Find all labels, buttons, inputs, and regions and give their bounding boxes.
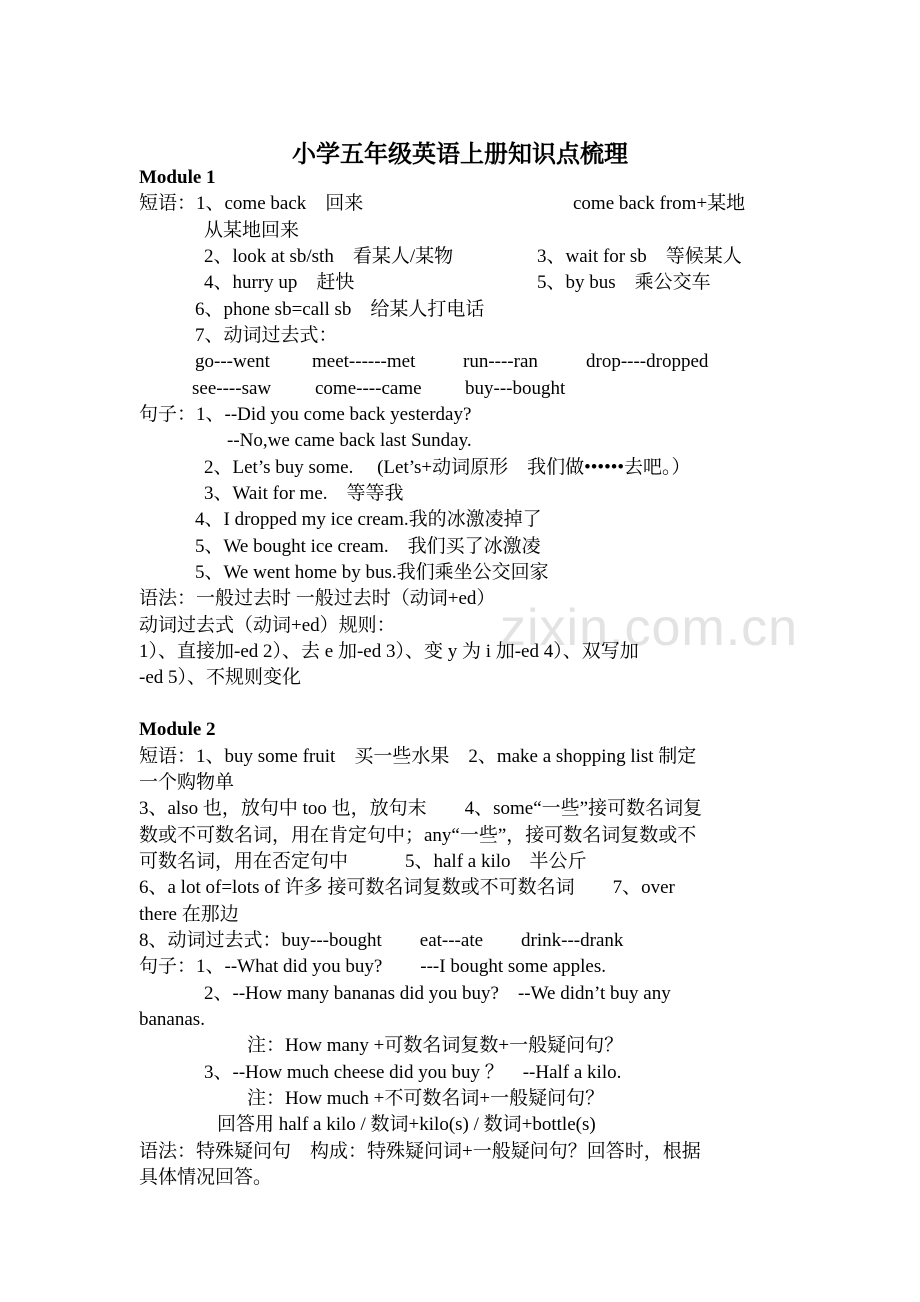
module1-sentence-4: 4、I dropped my ice cream.我的冰激凌掉了 <box>195 509 542 530</box>
verb-pair: meet------met <box>312 351 416 372</box>
verb-pair: come----came <box>315 378 422 399</box>
module1-phrase-6: 6、phone sb=call sb 给某人打电话 <box>195 299 485 320</box>
module1-phrase-3: 3、wait for sb 等候某人 <box>537 246 742 267</box>
module2-grammar-2: 具体情况回答。 <box>139 1167 273 1188</box>
module2-phrase-line: 一个购物单 <box>139 772 235 793</box>
module1-sentence-1-answer: --No,we came back last Sunday. <box>227 430 472 451</box>
module1-phrase-7: 7、动词过去式： <box>195 325 338 346</box>
verb-pair: go---went <box>195 351 270 372</box>
module2-note-1: 注：How many +可数名词复数+一般疑问句？ <box>247 1035 624 1056</box>
module2-sentence-1: 句子：1、--What did you buy? ---I bought some apples. <box>139 956 606 977</box>
module1-heading: Module 1 <box>139 167 216 188</box>
page-title: 小学五年级英语上册知识点梳理 <box>292 142 628 168</box>
module1-grammar-3: 1）、直接加-ed 2）、去 e 加-ed 3）、变 y 为 i 加-ed 4）、双写加 <box>139 641 639 662</box>
module2-sentence-3: 3、--How much cheese did you buy ？ --Half a kilo. <box>204 1062 622 1083</box>
module2-phrase-line: 6、a lot of=lots of 许多 接可数名词复数或不可数名词 7、over <box>139 877 675 898</box>
module2-sentence-2: 2、--How many bananas did you buy? --We didn’t buy any <box>204 983 671 1004</box>
module2-phrase-line: there 在那边 <box>139 904 239 925</box>
module2-heading: Module 2 <box>139 719 216 740</box>
module2-phrase-line: 数或不可数名词，用在肯定句中；any“一些”，接可数名词复数或不 <box>139 825 697 846</box>
module2-answer-note: 回答用 half a kilo / 数词+kilo(s) / 数词+bottle(s) <box>217 1114 596 1135</box>
watermark: zixin.com.cn <box>500 599 799 657</box>
module1-grammar-1: 语法：一般过去时 一般过去时（动词+ed） <box>139 588 496 609</box>
module2-note-2: 注：How much +不可数名词+一般疑问句？ <box>247 1088 605 1109</box>
verb-pair: run----ran <box>463 351 538 372</box>
module1-sentence-3: 3、Wait for me. 等等我 <box>204 483 404 504</box>
module1-phrase-4: 4、hurry up 赶快 <box>204 272 355 293</box>
module2-sentence-2-cont: bananas. <box>139 1009 205 1030</box>
module1-phrase-2: 2、look at sb/sth 看某人/某物 <box>204 246 454 267</box>
module1-phrase-1b: come back from+某地 <box>573 193 746 214</box>
module1-sentence-1: 句子：1、--Did you come back yesterday? <box>139 404 472 425</box>
module1-grammar-2: 动词过去式（动词+ed）规则： <box>139 615 396 636</box>
module1-phrase-1: 短语：1、come back 回来 <box>139 193 364 214</box>
module2-phrase-line: 可数名词，用在否定句中 5、half a kilo 半公斤 <box>139 851 587 872</box>
module1-sentence-5: 5、We bought ice cream. 我们买了冰激凌 <box>195 536 541 557</box>
module1-sentence-2: 2、Let’s buy some. (Let’s+动词原形 我们做••••••去吧。） <box>204 457 691 478</box>
module1-phrase-1c: 从某地回来 <box>204 220 300 241</box>
module2-phrase-line: 8、动词过去式：buy---bought eat---ate drink---drank <box>139 930 624 951</box>
verb-pair: see----saw <box>192 378 272 399</box>
module1-phrase-5: 5、by bus 乘公交车 <box>537 272 711 293</box>
module1-sentence-6: 5、We went home by bus.我们乘坐公交回家 <box>195 562 549 583</box>
verb-pair: buy---bought <box>465 378 566 399</box>
module2-phrase-line: 短语：1、buy some fruit 买一些水果 2、make a shopping list 制定 <box>139 746 697 767</box>
module1-grammar-4: -ed 5）、不规则变化 <box>139 667 302 688</box>
module2-phrase-line: 3、also 也，放句中 too 也，放句末 4、some“一些”接可数名词复 <box>139 798 703 819</box>
module2-grammar-1: 语法：特殊疑问句 构成：特殊疑问词+一般疑问句？回答时，根据 <box>139 1141 701 1162</box>
verb-pair: drop----dropped <box>586 351 709 372</box>
